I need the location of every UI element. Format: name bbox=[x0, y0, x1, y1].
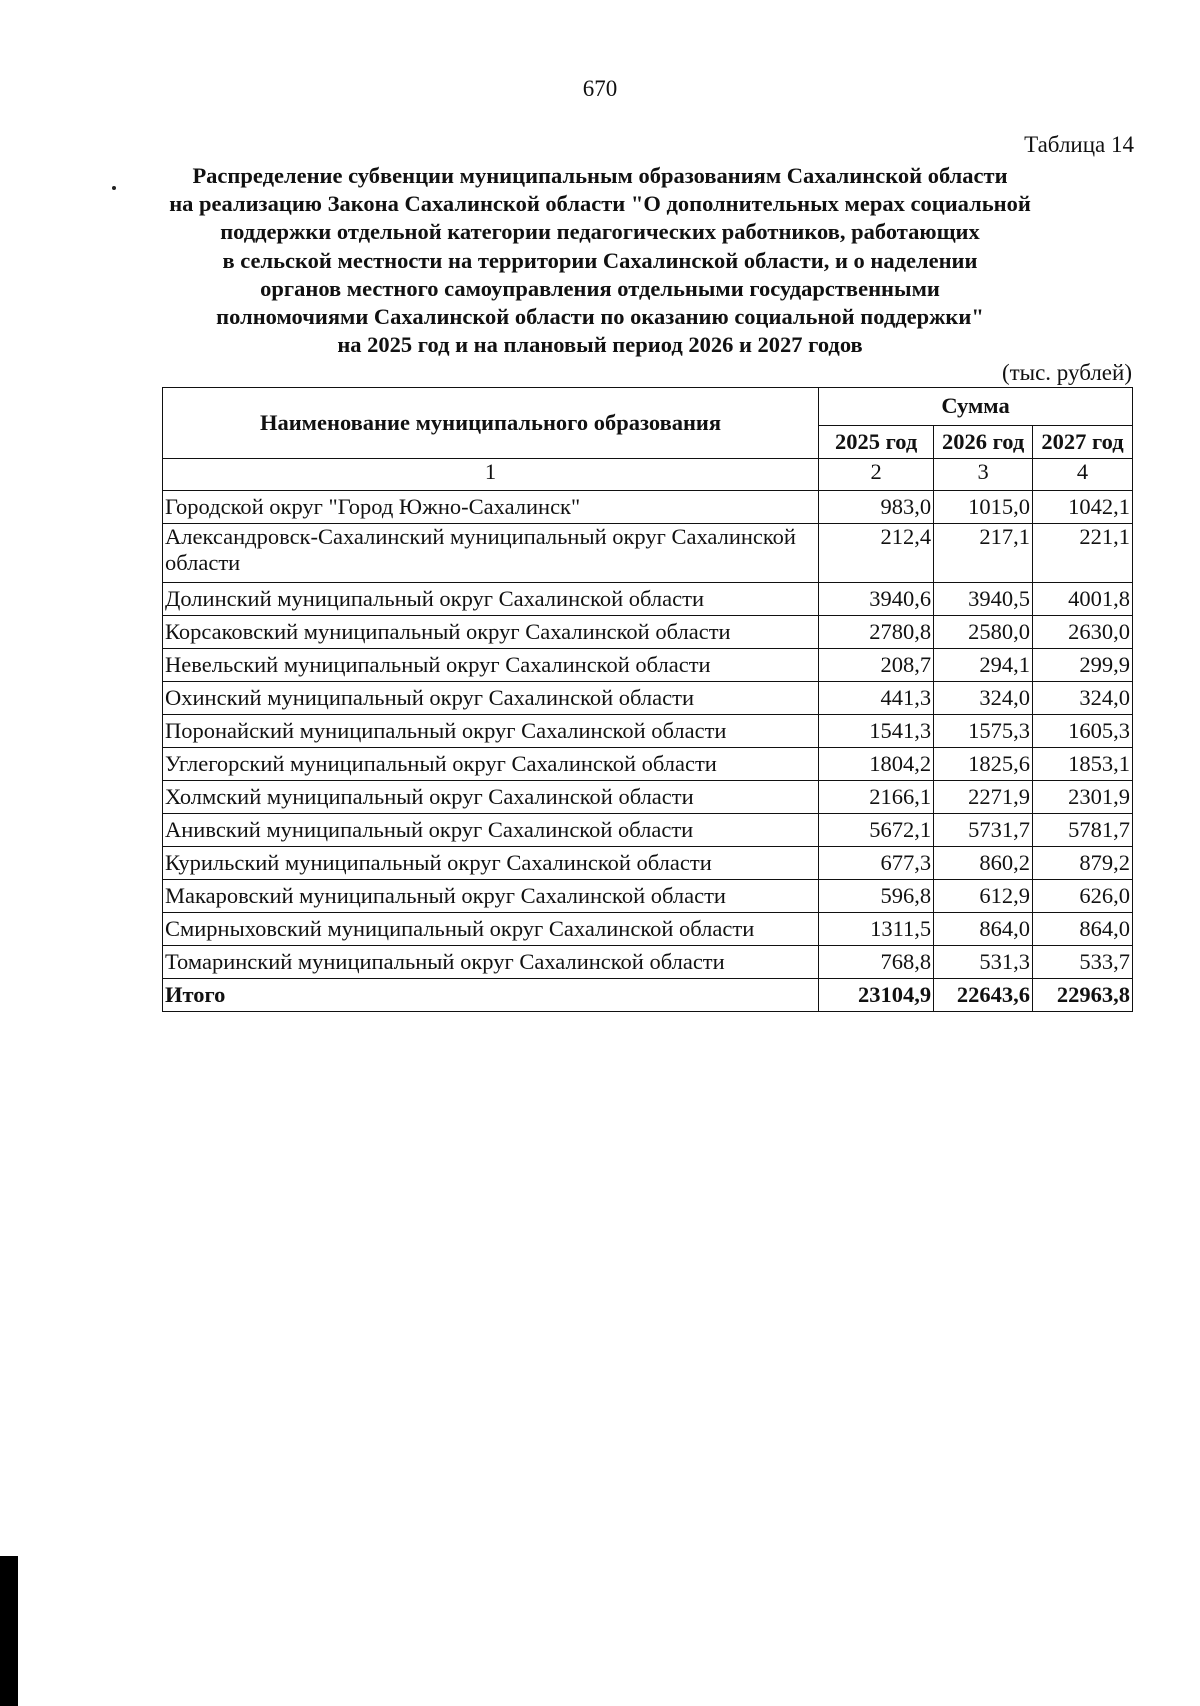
municipality-name: Углегорский муниципальный округ Сахалинской области bbox=[163, 748, 819, 781]
value-2025: 5672,1 bbox=[819, 814, 934, 847]
table-row bbox=[163, 491, 1133, 524]
value-2027: 2301,9 bbox=[1033, 781, 1133, 814]
value-2026: 2580,0 bbox=[934, 616, 1033, 649]
municipality-name: Томаринский муниципальный округ Сахалинской области bbox=[163, 946, 819, 979]
table-row bbox=[163, 583, 1133, 616]
table-row bbox=[163, 682, 1133, 715]
municipality-name: Смирныховский муниципальный округ Сахалинской области bbox=[163, 913, 819, 946]
value-2026: 5731,7 bbox=[934, 814, 1033, 847]
value-2027: 1853,1 bbox=[1033, 748, 1133, 781]
column-number: 3 bbox=[934, 459, 1033, 491]
municipality-name: Холмский муниципальный округ Сахалинской области bbox=[163, 781, 819, 814]
table-row bbox=[163, 616, 1133, 649]
subsidy-table bbox=[162, 387, 1133, 1012]
value-2027: 324,0 bbox=[1033, 682, 1133, 715]
value-2025: 768,8 bbox=[819, 946, 934, 979]
value-2025: 1311,5 bbox=[819, 913, 934, 946]
value-2027: 626,0 bbox=[1033, 880, 1133, 913]
value-2026: 864,0 bbox=[934, 913, 1033, 946]
title-line: Распределение субвенции муниципальным образованиям Сахалинской области bbox=[192, 163, 1008, 188]
title-line: органов местного самоуправления отдельными государственными bbox=[260, 275, 940, 301]
value-2027: 879,2 bbox=[1033, 847, 1133, 880]
table-row bbox=[163, 946, 1133, 979]
header-year-2027: 2027 год bbox=[1033, 425, 1133, 458]
document-title bbox=[150, 162, 1050, 359]
value-2027: 221,1 bbox=[1033, 524, 1133, 583]
header-sum: Сумма bbox=[819, 388, 1133, 426]
value-2026: 612,9 bbox=[934, 880, 1033, 913]
table-row bbox=[163, 781, 1133, 814]
value-2026: 860,2 bbox=[934, 847, 1033, 880]
value-2025: 1541,3 bbox=[819, 715, 934, 748]
column-number: 4 bbox=[1033, 459, 1133, 491]
value-2027: 2630,0 bbox=[1033, 616, 1133, 649]
value-2025: 2780,8 bbox=[819, 616, 934, 649]
value-2025: 677,3 bbox=[819, 847, 934, 880]
page-number: 670 bbox=[582, 76, 618, 101]
municipality-name: Охинский муниципальный округ Сахалинской области bbox=[163, 682, 819, 715]
table-row bbox=[163, 524, 1133, 583]
header-name: Наименование муниципального образования bbox=[163, 388, 819, 459]
scan-edge-mark bbox=[0, 1556, 18, 1706]
value-2027: 299,9 bbox=[1033, 649, 1133, 682]
title-line: на 2025 год и на плановый период 2026 и 2027 годов bbox=[337, 332, 863, 358]
header-year-2025: 2025 год bbox=[819, 425, 934, 458]
title-line: в сельской местности на территории Сахалинской области, и о наделении bbox=[222, 247, 978, 273]
value-2026: 3940,5 bbox=[934, 583, 1033, 616]
municipality-name: Анивский муниципальный округ Сахалинской области bbox=[163, 814, 819, 847]
value-2027: 5781,7 bbox=[1033, 814, 1133, 847]
municipality-name: Корсаковский муниципальный округ Сахалинской области bbox=[163, 616, 819, 649]
municipality-name: Долинский муниципальный округ Сахалинской области bbox=[163, 583, 819, 616]
value-2026: 1825,6 bbox=[934, 748, 1033, 781]
table-row bbox=[163, 649, 1133, 682]
value-2027: 1605,3 bbox=[1033, 715, 1133, 748]
total-2026: 22643,6 bbox=[934, 979, 1033, 1012]
value-2026: 1015,0 bbox=[934, 491, 1033, 524]
title-line: на реализацию Закона Сахалинской области "О дополнительных мерах социальной bbox=[169, 191, 1031, 217]
municipality-name: Макаровский муниципальный округ Сахалинской области bbox=[163, 880, 819, 913]
value-2027: 864,0 bbox=[1033, 913, 1133, 946]
column-number-row bbox=[163, 459, 1133, 491]
total-row bbox=[163, 979, 1133, 1012]
total-2027: 22963,8 bbox=[1033, 979, 1133, 1012]
value-2026: 294,1 bbox=[934, 649, 1033, 682]
table-row bbox=[163, 715, 1133, 748]
table-row bbox=[163, 814, 1133, 847]
value-2027: 4001,8 bbox=[1033, 583, 1133, 616]
municipality-name: Поронайский муниципальный округ Сахалинской области bbox=[163, 715, 819, 748]
value-2025: 983,0 bbox=[819, 491, 934, 524]
table-label: Таблица 14 bbox=[1024, 132, 1134, 157]
municipality-name: Городской округ "Город Южно-Сахалинск" bbox=[163, 491, 819, 524]
value-2027: 1042,1 bbox=[1033, 491, 1133, 524]
table-row bbox=[163, 847, 1133, 880]
scan-speck bbox=[112, 186, 116, 190]
value-2026: 531,3 bbox=[934, 946, 1033, 979]
value-2026: 324,0 bbox=[934, 682, 1033, 715]
value-2025: 1804,2 bbox=[819, 748, 934, 781]
municipality-name: Александровск-Сахалинский муниципальный округ Сахалинской области bbox=[163, 524, 819, 583]
value-2025: 596,8 bbox=[819, 880, 934, 913]
value-2025: 441,3 bbox=[819, 682, 934, 715]
value-2025: 3940,6 bbox=[819, 583, 934, 616]
header-year-2026: 2026 год bbox=[934, 425, 1033, 458]
units-label: (тыс. рублей) bbox=[1001, 360, 1132, 385]
value-2027: 533,7 bbox=[1033, 946, 1133, 979]
value-2026: 1575,3 bbox=[934, 715, 1033, 748]
table-row bbox=[163, 880, 1133, 913]
table-row bbox=[163, 748, 1133, 781]
total-label: Итого bbox=[163, 979, 819, 1012]
column-number: 1 bbox=[163, 459, 819, 491]
value-2026: 2271,9 bbox=[934, 781, 1033, 814]
municipality-name: Курильский муниципальный округ Сахалинской области bbox=[163, 847, 819, 880]
table-row bbox=[163, 913, 1133, 946]
title-line: поддержки отдельной категории педагогических работников, работающих bbox=[220, 219, 980, 245]
value-2026: 217,1 bbox=[934, 524, 1033, 583]
value-2025: 212,4 bbox=[819, 524, 934, 583]
value-2025: 208,7 bbox=[819, 649, 934, 682]
title-line: полномочиями Сахалинской области по оказанию социальной поддержки" bbox=[216, 304, 984, 330]
value-2025: 2166,1 bbox=[819, 781, 934, 814]
municipality-name: Невельский муниципальный округ Сахалинской области bbox=[163, 649, 819, 682]
total-2025: 23104,9 bbox=[819, 979, 934, 1012]
column-number: 2 bbox=[819, 459, 934, 491]
